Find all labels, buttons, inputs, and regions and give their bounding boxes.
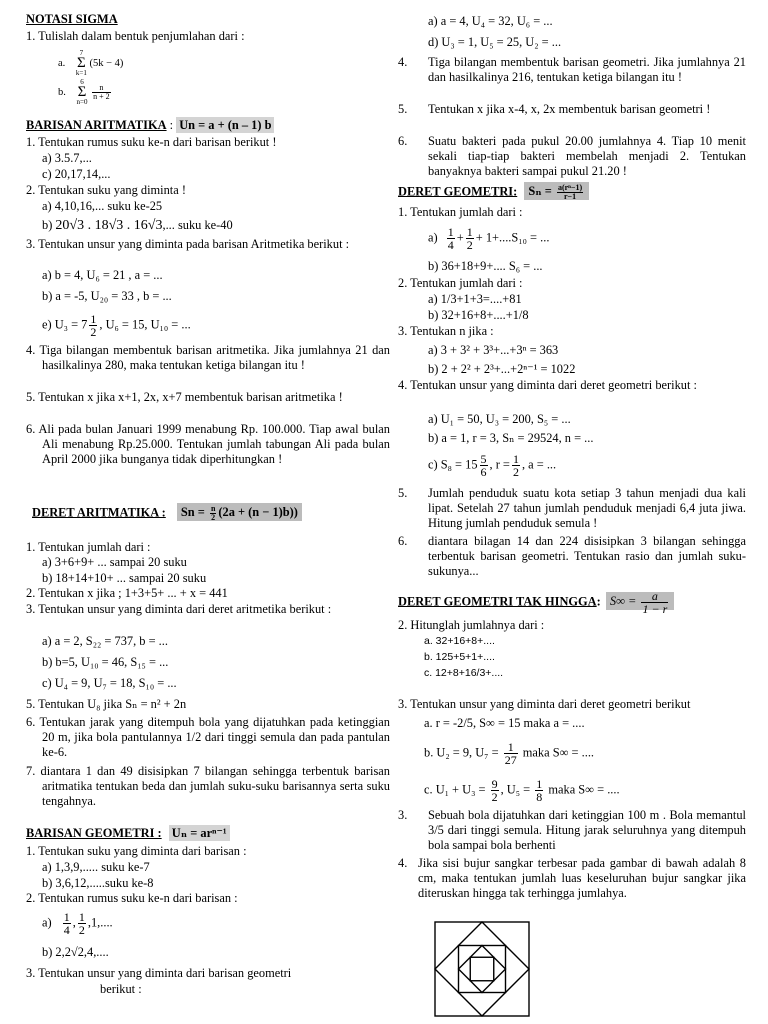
sub-question: a) a = 4, U₄ = 32, U₆ = ...	[428, 14, 553, 28]
item-label: e) U₃ = 7	[42, 317, 88, 332]
outer-square	[435, 922, 529, 1016]
question-number: 6.	[398, 534, 408, 548]
sub-question: b) 2 + 2² + 2³+...+2ⁿ⁻¹ = 1022	[428, 362, 576, 376]
sigma-expression: (5k − 4)	[89, 57, 124, 69]
denominator: 2	[211, 513, 216, 522]
fraction	[641, 590, 668, 615]
question-text: 1. Tentukan jumlah dari :	[398, 205, 523, 219]
item-tail: maka S∞ = ....	[545, 782, 620, 797]
fraction	[89, 313, 97, 338]
formula-box: Uₙ = arⁿ⁻¹	[169, 825, 230, 841]
question-text: 2. Tentukan jumlah dari :	[398, 276, 523, 290]
middle-square	[459, 946, 506, 993]
sigma-upper: 6	[80, 78, 84, 86]
sub-question: b) a = 1, r = 3, Sₙ = 29524, n = ...	[428, 431, 594, 445]
fraction	[480, 453, 488, 478]
numerator: n	[210, 504, 216, 513]
item-label: c. U₁ + U₃ =	[424, 782, 489, 797]
item-label: b. U₂ = 9, U₇ =	[424, 745, 502, 760]
innermost-square	[470, 957, 494, 981]
question-text: 1. Tentukan suku yang diminta dari barisan :	[26, 844, 247, 858]
item-label: a)	[428, 230, 438, 245]
sub-question: c. 12+8+16/3+....	[424, 667, 504, 679]
item-tail: , a = ...	[521, 457, 557, 472]
question-number: 4.	[398, 856, 408, 870]
denominator: 2	[512, 465, 519, 479]
sigma-lower: n=0	[76, 98, 88, 106]
item-label: c) S₈ = 15	[428, 457, 478, 472]
denominator: 2	[466, 238, 473, 252]
sub-question: c) 20,17,14,...	[42, 167, 111, 181]
item-mid: , U₅ =	[500, 782, 534, 797]
sub-question	[428, 453, 556, 478]
formula-box	[177, 503, 302, 521]
question-text: 3. Tentukan unsur yang diminta dari barisan geometri	[26, 966, 292, 980]
sub-question: b) 18+14+10+ ... sampai 20 suku	[42, 571, 207, 585]
question-text: 4. Tentukan unsur yang diminta dari deret geometri berikut :	[398, 378, 697, 392]
numerator: 1	[447, 225, 454, 239]
section-heading-barisan-geometri	[26, 826, 230, 841]
numerator: 5	[480, 452, 487, 466]
math-expression: 20√3 . 18√3 . 16√3	[55, 218, 163, 233]
formula-box: Un = a + (n – 1) b	[176, 117, 274, 133]
question-text: 6. Tentukan jarak yang ditempuh bola yang dijatuhkan pada ketinggian 20 m, jika bola pantulannya 1/2 dari tinggi semula dan pada pantulan ke-6.	[26, 715, 390, 759]
denominator: r−1	[563, 192, 577, 201]
question-text: 3. Tentukan unsur yang diminta pada barisan Aritmetika berikut :	[26, 237, 350, 251]
denominator: 4	[447, 238, 454, 252]
section-title-deret-geometri: DERET GEOMETRI:	[398, 184, 518, 199]
section-heading-deret-aritmatika	[32, 505, 302, 522]
numerator: 1	[63, 910, 70, 924]
question-number: 6.	[398, 134, 408, 148]
section-title-barisan-geometri: BARISAN GEOMETRI :	[26, 826, 162, 840]
question-number: 3.	[398, 808, 408, 822]
sub-question: b. 125+5+1+....	[424, 651, 495, 663]
question-text: 5. Tentukan x jika x+1, 2x, x+7 membentuk barisan aritmetika !	[26, 390, 343, 404]
section-heading-deret-geometri-tak-hingga	[398, 590, 674, 615]
sub-question: d) U₃ = 1, U₅ = 25, U₂ = ...	[428, 35, 562, 49]
question-text: Sebuah bola dijatuhkan dari ketinggian 100 m . Bola memantul 3/5 dari tinggi semula. Hitung jarak seluruhnya yang ditempuh bola sampai bola berhenti	[428, 808, 746, 852]
sub-question: b) 36+18+9+.... S₆ = ...	[428, 259, 543, 273]
question-text: 1. Tentukan jumlah dari :	[26, 540, 151, 554]
question-text: 1. Tulislah dalam bentuk penjumlahan dari :	[26, 29, 245, 43]
question-number: 4.	[398, 55, 408, 69]
formula-part: (2a + (n − 1)b))	[218, 505, 298, 520]
numerator: n	[92, 84, 111, 93]
denominator: 2	[491, 790, 498, 804]
formula-part: Sn =	[180, 505, 208, 520]
numerator: 1	[78, 910, 85, 924]
question-text: 2. Tentukan rumus suku ke-n dari barisan :	[26, 891, 238, 905]
denominator: 1 − r	[642, 602, 668, 616]
item-tail: , U₆ = 15, U₁₀ = ...	[99, 317, 191, 332]
sub-question: c) U₄ = 9, U₇ = 18, S₁₀ = ...	[42, 676, 177, 690]
sub-question: b) 2,2√2,4,....	[42, 945, 109, 959]
inner-rotated-square	[459, 946, 506, 993]
sub-question: a. 32+16+8+....	[424, 635, 495, 647]
question-text: 3. Tentukan n jika :	[398, 324, 494, 338]
item-tail: maka S∞ = ....	[519, 745, 595, 760]
denominator: 27	[504, 753, 517, 767]
denominator: n + 2	[93, 92, 110, 101]
fraction	[92, 84, 111, 101]
fraction	[557, 184, 583, 201]
question-text: 5. Tentukan U₈ jika Sₙ = n² + 2n	[26, 697, 187, 711]
item-tail: ,1,....	[87, 915, 113, 930]
numerator: 1	[466, 225, 473, 239]
sub-question: a) b = 4, U₆ = 21 , a = ...	[42, 268, 163, 282]
question-text: 2. Hitunglah jumlahnya dari :	[398, 618, 545, 632]
numerator: 1	[90, 312, 97, 326]
question-text: 3. Tentukan unsur yang diminta dari deret aritmetika berikut :	[26, 602, 332, 616]
question-text-continued: berikut :	[100, 982, 142, 996]
sub-question: b) 3,6,12,.....suku ke-8	[42, 876, 154, 890]
question-text: Jika sisi bujur sangkar terbesar pada gambar di bawah adalah 8 cm, maka tentukan jumlah luas keseluruhan bujur sangkar jika diteruskan hingga tak terhingga jumlahya.	[418, 856, 746, 900]
fraction	[491, 778, 499, 803]
section-title-barisan-aritmatika: BARISAN ARITMATIKA	[26, 118, 167, 132]
question-text: 7. diantara 1 dan 49 disisipkan 7 bilangan sehingga terbentuk barisan aritmatika tentukan beda dan jumlah suku-suku barisannya serta suku tengahnya.	[26, 764, 390, 808]
sigma-lower: k=1	[75, 69, 87, 77]
sigma-upper: 7	[79, 49, 84, 57]
denominator: 2	[90, 325, 97, 339]
colon: :	[596, 594, 601, 609]
question-text: 6. Ali pada bulan Januari 1999 menabung Rp. 100.000. Tiap awal bulan Ali menabung Rp.25.000. Tentukan jumlah tabungan Ali pada bulan April 2000 jika bunganya tidak diperhitungkan !	[26, 422, 390, 466]
section-title-notasi-sigma: NOTASI SIGMA	[26, 12, 118, 26]
fraction	[512, 453, 520, 478]
sigma-symbol: 7 Σ k=1	[75, 49, 87, 77]
sub-question: a) a = 2, S₂₂ = 737, b = ...	[42, 634, 168, 648]
item-label: b.	[58, 86, 66, 98]
formula-part: Sₙ =	[528, 184, 555, 199]
fraction	[63, 911, 71, 936]
sub-question: b) b=5, U₁₀ = 46, S₁₅ = ...	[42, 655, 169, 669]
question-text: Tentukan x jika x-4, x, 2x membentuk barisan geometri !	[428, 102, 711, 116]
section-title-deret-aritmatika: DERET ARITMATIKA :	[32, 505, 166, 520]
formula-box	[606, 589, 674, 616]
denominator: 8	[536, 790, 543, 804]
sub-question: b) 32+16+8+....+1/8	[428, 308, 529, 322]
fraction	[466, 226, 474, 251]
sigma-item-a	[58, 50, 123, 77]
denominator: 2	[78, 923, 85, 937]
colon: :	[166, 118, 177, 132]
item-label: b)	[42, 218, 56, 232]
item-tail: ,... suku ke-40	[162, 218, 233, 232]
question-text: 4. Tiga bilangan membentuk barisan aritmetika. Jika jumlahnya 21 dan hasilkalinya 280, maka tentukan ketiga bilangan itu !	[26, 343, 390, 372]
sub-question: a) 3 + 3² + 3³+...+3ⁿ = 363	[428, 343, 559, 357]
sub-question: a) 1/3+1+3=....+81	[428, 292, 522, 306]
question-text: diantara bilagan 14 dan 224 disisipkan 3 bilangan sehingga terbentuk barisan geometri. Tentukan rasio dan jumlah suku-sukunya...	[428, 534, 746, 578]
numerator: a(rⁿ−1)	[557, 183, 583, 192]
sigma-item-b	[58, 79, 113, 106]
question-text: Jumlah penduduk suatu kota setiap 3 tahun menjadi dua kali lipat. Setelah 27 tahun jumlah penduduk menjadi 6,4 juta jiwa. Hitung jumlah penduduk semula !	[428, 486, 746, 530]
formula-part: S∞ =	[609, 594, 640, 609]
numerator: 9	[491, 777, 498, 791]
fraction	[535, 778, 543, 803]
denominator: 6	[480, 465, 487, 479]
operator: +	[456, 230, 464, 245]
question-text: 3. Tentukan unsur yang diminta dari deret geometri berikut	[398, 697, 691, 711]
item-label: a.	[58, 57, 66, 69]
sub-question	[424, 741, 594, 766]
fraction	[504, 741, 518, 766]
fraction	[447, 226, 455, 251]
item-tail: + 1+....S₁₀ = ...	[475, 230, 550, 245]
fraction	[210, 505, 216, 522]
sub-question	[42, 218, 233, 233]
sub-question: a. r = -2/5, S∞ = 15 maka a = ....	[424, 716, 585, 730]
item-label: a)	[42, 915, 52, 930]
sub-question: a) 3.5.7,...	[42, 151, 92, 165]
question-number: 5.	[398, 102, 408, 116]
sub-question	[42, 313, 191, 338]
item-mid: , r =	[489, 457, 510, 472]
question-text: 2. Tentukan suku yang diminta !	[26, 183, 186, 197]
sub-question: a) 3+6+9+ ... sampai 20 suku	[42, 555, 187, 569]
question-text: 1. Tentukan rumus suku ke-n dari barisan berikut !	[26, 135, 277, 149]
fraction	[78, 911, 86, 936]
section-heading-deret-geometri	[398, 184, 589, 201]
sub-question: a) $\frac{1}{4}$ , $\frac{1}{2}$ ,1,....	[42, 910, 113, 937]
formula-box	[524, 182, 589, 200]
sub-question: a) 1,3,9,..... suku ke-7	[42, 860, 150, 874]
rotated-square	[435, 922, 529, 1016]
sub-question: b) a = -5, U₂₀ = 33 , b = ...	[42, 289, 172, 303]
numerator: 1	[536, 777, 543, 791]
numerator: 1	[512, 452, 519, 466]
question-number: 5.	[398, 486, 408, 500]
denominator: 4	[63, 923, 70, 937]
sub-question	[428, 226, 549, 251]
sub-question: a) U₁ = 50, U₃ = 200, S₅ = ...	[428, 412, 571, 426]
section-title-deret-geometri-tak-hingga: DERET GEOMETRI TAK HINGGA	[398, 594, 597, 609]
question-text: 2. Tentukan x jika ; 1+3+5+ ... + x = 441	[26, 586, 228, 600]
sub-question	[424, 778, 620, 803]
numerator: 1	[504, 741, 518, 754]
nested-squares-figure	[434, 921, 530, 1017]
sigma-symbol: 6 Σ n=0	[76, 78, 88, 106]
sub-question: a) 4,10,16,... suku ke-25	[42, 199, 163, 213]
numerator: a	[641, 590, 668, 603]
question-text: Tiga bilangan membentuk barisan geometri. Jika jumlahnya 21 dan hasilkalinya 216, tentukan ketiga bilangan itu !	[428, 55, 746, 84]
question-text: Suatu bakteri pada pukul 20.00 jumlahnya 4. Tiap 10 menit sekali tiap-tiap bakteri membelah menjadi 2. Tentukan banyaknya bakteri sampai pukul 21.20 !	[428, 134, 746, 178]
section-heading-barisan-aritmatika	[26, 118, 274, 133]
